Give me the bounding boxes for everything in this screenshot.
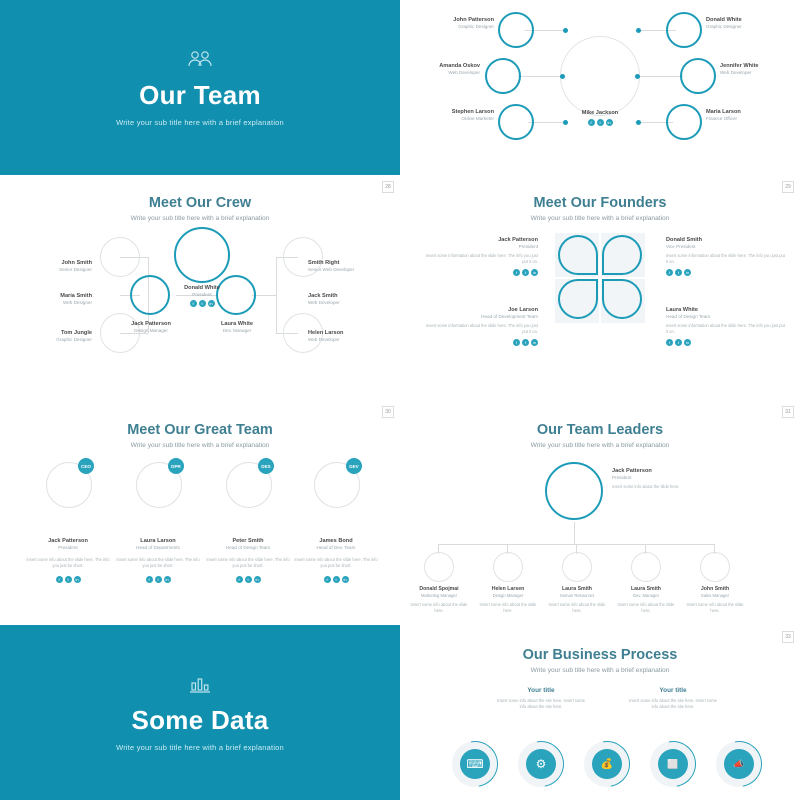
facebook-icon[interactable]: f (324, 576, 331, 583)
slide-title: Meet Our Great Team (127, 422, 273, 438)
avatar-ring (493, 552, 523, 582)
linkedin-icon[interactable]: in (685, 340, 690, 346)
twitter-icon[interactable]: t (597, 119, 604, 126)
slide-cover-some-data[interactable] (0, 625, 400, 800)
facebook-icon[interactable]: f (588, 119, 595, 126)
member-label: Maria Smith Web Designer (60, 293, 92, 305)
member-ring[interactable] (100, 313, 140, 353)
social-links[interactable] (116, 576, 200, 583)
petal-shape[interactable] (558, 235, 598, 275)
role-badge: CEO (78, 458, 94, 474)
facebook-icon[interactable]: f (236, 576, 243, 583)
leader-label: Donald White President f t in (165, 285, 239, 307)
social-links[interactable] (206, 576, 290, 583)
slide-our-business-process[interactable] (400, 625, 800, 800)
facebook-icon[interactable]: f (190, 300, 197, 307)
member-label: Amanda Oskov Web Developer (439, 63, 480, 75)
member-label: Laura White Dev. Manager (220, 321, 253, 333)
petal-shape[interactable] (602, 279, 642, 319)
member-label: Tom Jungle Graphic Designer (56, 330, 92, 342)
report-card[interactable]: John Smith Sales Manager Insert some info about the slide here. (684, 552, 746, 614)
member-label: John Smith Senior Designer (59, 260, 92, 272)
linkedin-icon[interactable]: in (532, 340, 537, 346)
process-step[interactable] (452, 741, 498, 787)
twitter-icon[interactable]: t (675, 269, 682, 276)
twitter-icon[interactable]: t (522, 339, 529, 346)
display-icon: ⬜ (658, 749, 688, 779)
page-number: 31 (782, 406, 794, 418)
facebook-icon[interactable]: f (146, 576, 153, 583)
linkedin-icon[interactable]: in (255, 577, 259, 583)
process-callout: Your title Insert some info about the site here. Insert some info about the site here. (497, 687, 585, 710)
member-label: Stephen Larson Online Marketer (451, 109, 494, 121)
linkedin-icon[interactable]: in (607, 120, 611, 125)
founder-block: Joe Larson Head of Development Team Insert some information about the slide here. The info you just put it on. f t in (420, 307, 538, 346)
facebook-icon[interactable]: f (666, 339, 673, 346)
connector (276, 257, 277, 333)
team-card[interactable]: DES Peter Smith Head of Design Team Insert some info about the slide here. The info you just be short. f t in (206, 462, 290, 583)
slide-subtitle: Write your sub title here with a brief explanation (530, 442, 670, 449)
page-title: Our Team (139, 79, 261, 110)
progress-arc (509, 732, 573, 796)
monitor-icon: ⌨ (460, 749, 490, 779)
progress-arc (707, 732, 771, 796)
facebook-icon[interactable]: f (513, 269, 520, 276)
report-card[interactable]: Donald Spojmai Marketing Manager Insert some info about the slide here. (408, 552, 470, 614)
avatar-ring (700, 552, 730, 582)
founder-block: Laura White Head of Design Team Insert some information about the slide here. The info you just put it on. f t in (666, 307, 785, 346)
linkedin-icon[interactable]: in (165, 577, 169, 583)
facebook-icon[interactable]: f (56, 576, 63, 583)
linkedin-icon[interactable]: in (75, 577, 79, 583)
slide-subtitle: Write your sub title here with a brief explanation (530, 215, 670, 222)
petal-shape[interactable] (602, 235, 642, 275)
member-label: Helen Larson Web Developer (308, 330, 344, 342)
member-ring[interactable] (498, 12, 534, 48)
slide-subtitle: Write your sub title here with a brief explanation (530, 667, 670, 674)
money-bag-icon: 💰 (592, 749, 622, 779)
member-ring[interactable] (485, 58, 521, 94)
node-dot (563, 28, 568, 33)
member-label: Smith Right Senior Web Developer (308, 260, 355, 272)
founder-block: Jack Patterson President Insert some information about the slide here. The info you just put it on. f t in (420, 237, 538, 276)
linkedin-icon[interactable]: in (532, 270, 537, 276)
bar-chart-icon (188, 674, 212, 699)
report-card[interactable]: Laura Smith Dev. Manager Insert some info about the slide here. (615, 552, 677, 614)
social-links[interactable] (420, 269, 538, 276)
social-links[interactable] (165, 300, 239, 307)
page-number: 30 (382, 406, 394, 418)
avatar-ring (424, 552, 454, 582)
member-ring[interactable] (100, 237, 140, 277)
member-label: Jennifer White Web Developer (720, 63, 759, 75)
progress-arc (641, 732, 705, 796)
slide-meet-our-crew[interactable] (0, 175, 400, 390)
report-card[interactable]: Laura Smith Human Resources Insert some info about the slide here. (546, 552, 608, 614)
leader-ring[interactable] (174, 227, 230, 283)
twitter-icon[interactable]: t (675, 339, 682, 346)
facebook-icon[interactable]: f (513, 339, 520, 346)
linkedin-icon[interactable]: in (685, 270, 690, 276)
member-label: Maria Larson Finance Officer (706, 109, 741, 121)
slide-subtitle: Write your sub title here with a brief explanation (130, 215, 270, 222)
facebook-icon[interactable]: f (666, 269, 673, 276)
avatar-ring (562, 552, 592, 582)
social-links[interactable] (26, 576, 110, 583)
page-subtitle: Write your sub title here with a brief explanation (116, 742, 284, 752)
member-label: Donald White Graphic Designer (706, 17, 742, 29)
progress-arc (575, 732, 639, 796)
role-badge: DEV (346, 458, 362, 474)
twitter-icon[interactable]: t (65, 576, 72, 583)
process-step[interactable] (650, 741, 696, 787)
twitter-icon[interactable]: t (155, 576, 162, 583)
member-ring[interactable] (498, 104, 534, 140)
team-card[interactable]: DPR Laura Larson Head of Departments Insert some info about the slide here. The info you just be short. f t in (116, 462, 200, 583)
slide-meet-our-founders[interactable] (400, 175, 800, 390)
linkedin-icon[interactable]: in (209, 301, 213, 306)
slide-title: Meet Our Founders (533, 195, 667, 211)
page-number: 29 (782, 181, 794, 193)
page-number: 33 (782, 631, 794, 643)
progress-arc (443, 732, 507, 796)
twitter-icon[interactable]: t (199, 300, 206, 307)
center-member-label: Mike Jackson f t in (560, 110, 640, 126)
twitter-icon[interactable]: t (333, 576, 340, 583)
page-number: 28 (382, 181, 394, 193)
team-card[interactable]: CEO Jack Patterson President Insert some info about the slide here. The info you just be short. f t in (26, 462, 110, 583)
slide-title: Our Business Process (522, 647, 678, 663)
slide-cover-our-team[interactable] (0, 0, 400, 175)
slide-subtitle: Write your sub title here with a brief explanation (130, 442, 270, 449)
gear-icon: ⚙ (526, 749, 556, 779)
twitter-icon[interactable]: t (522, 269, 529, 276)
connector (574, 522, 575, 544)
connector (637, 76, 683, 77)
node-dot (635, 74, 640, 79)
twitter-icon[interactable]: t (245, 576, 252, 583)
slide-title: Our Team Leaders (536, 422, 664, 438)
member-ring[interactable] (666, 12, 702, 48)
slide-title: Meet Our Crew (148, 195, 252, 211)
slide-team-network[interactable] (400, 0, 800, 175)
member-label: Jack Smith Web Developer (308, 293, 340, 305)
member-ring[interactable] (666, 104, 702, 140)
founder-block: Donald Smith Vice President Insert some information about the slide here. The info you just put it on. f t in (666, 237, 785, 276)
petal-shape[interactable] (558, 279, 598, 319)
member-ring[interactable] (680, 58, 716, 94)
page-subtitle: Write your sub title here with a brief explanation (116, 117, 284, 127)
process-step[interactable] (518, 741, 564, 787)
social-links[interactable] (666, 269, 786, 276)
connector (518, 76, 564, 77)
page-title: Some Data (131, 704, 269, 735)
slide-our-team-leaders[interactable] (400, 400, 800, 615)
social-links[interactable] (560, 119, 640, 126)
process-step[interactable] (584, 741, 630, 787)
leader-avatar-ring[interactable] (545, 462, 603, 520)
role-badge: DES (258, 458, 274, 474)
slide-meet-our-great-team[interactable] (0, 400, 400, 615)
node-dot (560, 74, 565, 79)
report-card[interactable]: Helen Larsen Design Manager Insert some info about the slide here. (477, 552, 539, 614)
avatar-ring (631, 552, 661, 582)
node-dot (636, 28, 641, 33)
linkedin-icon[interactable]: in (343, 577, 347, 583)
social-links[interactable] (294, 576, 378, 583)
member-label: Jack Patterson Design Manager (131, 321, 171, 333)
people-icon (186, 49, 214, 74)
member-label: John Patterson Graphic Designer (453, 17, 494, 29)
social-links[interactable] (666, 339, 786, 346)
role-badge: DPR (168, 458, 184, 474)
center-ring (560, 36, 640, 116)
process-callout: Your title Insert some info about the site here. Insert some info about the site here. (629, 687, 717, 710)
leader-block: Jack Patterson President Insert some info about the slide here. (612, 468, 680, 489)
social-links[interactable] (420, 339, 538, 346)
member-ring-highlight[interactable] (130, 275, 170, 315)
team-card[interactable]: DEV James Bond Head of Dev. Team Insert some info about the slide here. The info you just be short. f t in (294, 462, 378, 583)
megaphone-icon: 📣 (724, 749, 754, 779)
process-step[interactable] (716, 741, 762, 787)
